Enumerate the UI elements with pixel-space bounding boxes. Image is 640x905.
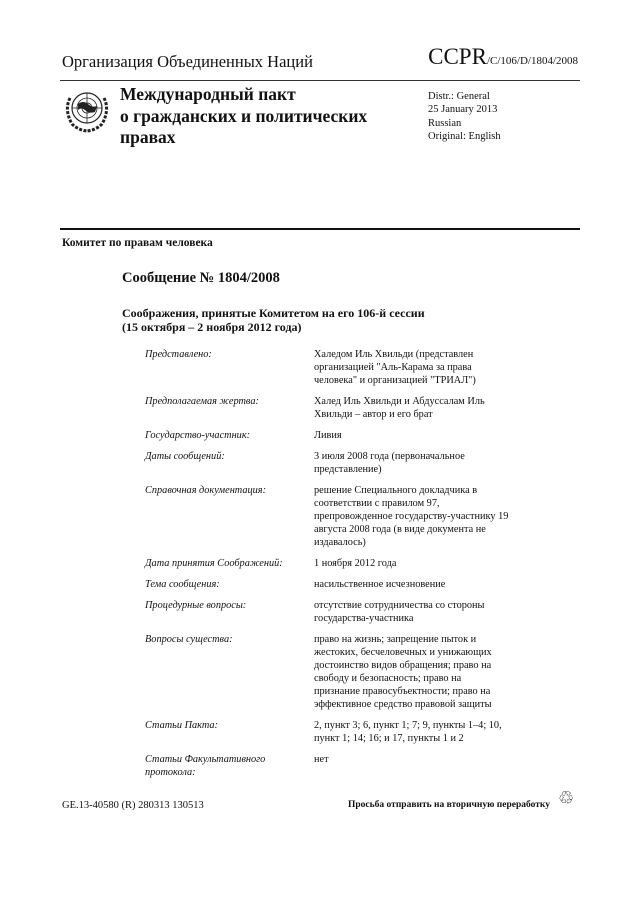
- detail-label: Тема сообщения:: [145, 579, 220, 590]
- detail-value: 3 июля 2008 года (первоначальное представление): [314, 451, 465, 475]
- document-symbol: [428, 44, 578, 70]
- detail-row: [145, 578, 509, 599]
- title-line: о гражданских и политических: [120, 105, 368, 126]
- detail-label: Представлено:: [145, 349, 212, 360]
- date-line: 25 January 2013: [428, 104, 498, 116]
- symbol-rest: /C/106/D/1804/2008: [486, 55, 578, 67]
- distr-line: Distr.: General: [428, 91, 490, 102]
- detail-row: [145, 719, 509, 753]
- detail-value: отсутствие сотрудничества со стороны государства-участника: [314, 600, 485, 624]
- header-rule: [60, 80, 580, 81]
- document-code: GE.13-40580 (R) 280313 130513: [62, 800, 204, 811]
- un-emblem-icon: [62, 84, 112, 134]
- title-line: правах: [120, 127, 176, 147]
- views-line: Соображения, принятые Комитетом на его 106-й сессии: [122, 306, 425, 320]
- case-details-table: [145, 348, 509, 787]
- detail-value: нет: [314, 754, 329, 765]
- distribution-info: [428, 90, 501, 143]
- detail-label: Статьи Факультативного протокола:: [145, 754, 266, 778]
- detail-value: Халедом Иль Хвильди (представлен организацией "Аль-Карама за права человека" и организацией "ТРИАЛ"): [314, 349, 476, 386]
- detail-label: Справочная документация:: [145, 485, 267, 496]
- communication-number: Сообщение № 1804/2008: [122, 270, 280, 286]
- views-line: (15 октября – 2 ноября 2012 года): [122, 320, 302, 334]
- detail-row: [145, 753, 509, 787]
- organization-name: Организация Объединенных Наций: [62, 52, 313, 71]
- detail-value: 2, пункт 3; 6, пункт 1; 7; 9, пункты 1–4; 10, пункт 1; 14; 16; и 17, пункты 1 и 2: [314, 720, 502, 744]
- detail-row: [145, 395, 509, 429]
- views-heading: [122, 306, 425, 334]
- committee-name: Комитет по правам человека: [62, 237, 213, 249]
- language-line: Russian: [428, 117, 462, 129]
- detail-row: [145, 450, 509, 484]
- detail-row: [145, 429, 509, 450]
- detail-value: решение Специального докладчика в соответствии с правилом 97, препровожденное государству-участнику 19 августа 2008 года (в виде документа не издавалось): [314, 485, 509, 548]
- detail-label: Предполагаемая жертва:: [145, 396, 259, 407]
- detail-row: [145, 633, 509, 719]
- detail-label: Даты сообщений:: [145, 451, 225, 462]
- detail-value: право на жизнь; запрещение пыток и жестоких, бесчеловечных и унижающих достоинство видов обращения; право на свободу и безопасность; право на признание правосубъектности; право на эффективное средство правовой защиты: [314, 634, 492, 710]
- detail-label: Вопросы существа:: [145, 634, 233, 645]
- detail-value: Ливия: [314, 430, 342, 441]
- symbol-main: CCPR: [428, 44, 487, 69]
- thick-rule: [60, 228, 580, 230]
- detail-label: Дата принятия Соображений:: [145, 558, 283, 569]
- title-line: Международный пакт: [120, 84, 296, 104]
- original-language-line: Original: English: [428, 130, 501, 142]
- detail-row: [145, 484, 509, 557]
- detail-row: [145, 599, 509, 633]
- detail-label: Процедурные вопросы:: [145, 600, 247, 611]
- detail-value: насильственное исчезновение: [314, 579, 446, 590]
- recycle-note: Просьба отправить на вторичную переработку: [348, 800, 550, 810]
- detail-row: [145, 348, 509, 395]
- covenant-title: [120, 84, 367, 149]
- detail-label: Статьи Пакта:: [145, 720, 218, 731]
- recycle-icon: ♲: [558, 788, 575, 808]
- detail-row: [145, 557, 509, 578]
- detail-value: Халед Иль Хвильди и Абдуссалам Иль Хвильди – автор и его брат: [314, 396, 485, 420]
- detail-value: 1 ноября 2012 года: [314, 558, 397, 569]
- detail-label: Государство-участник:: [145, 430, 251, 441]
